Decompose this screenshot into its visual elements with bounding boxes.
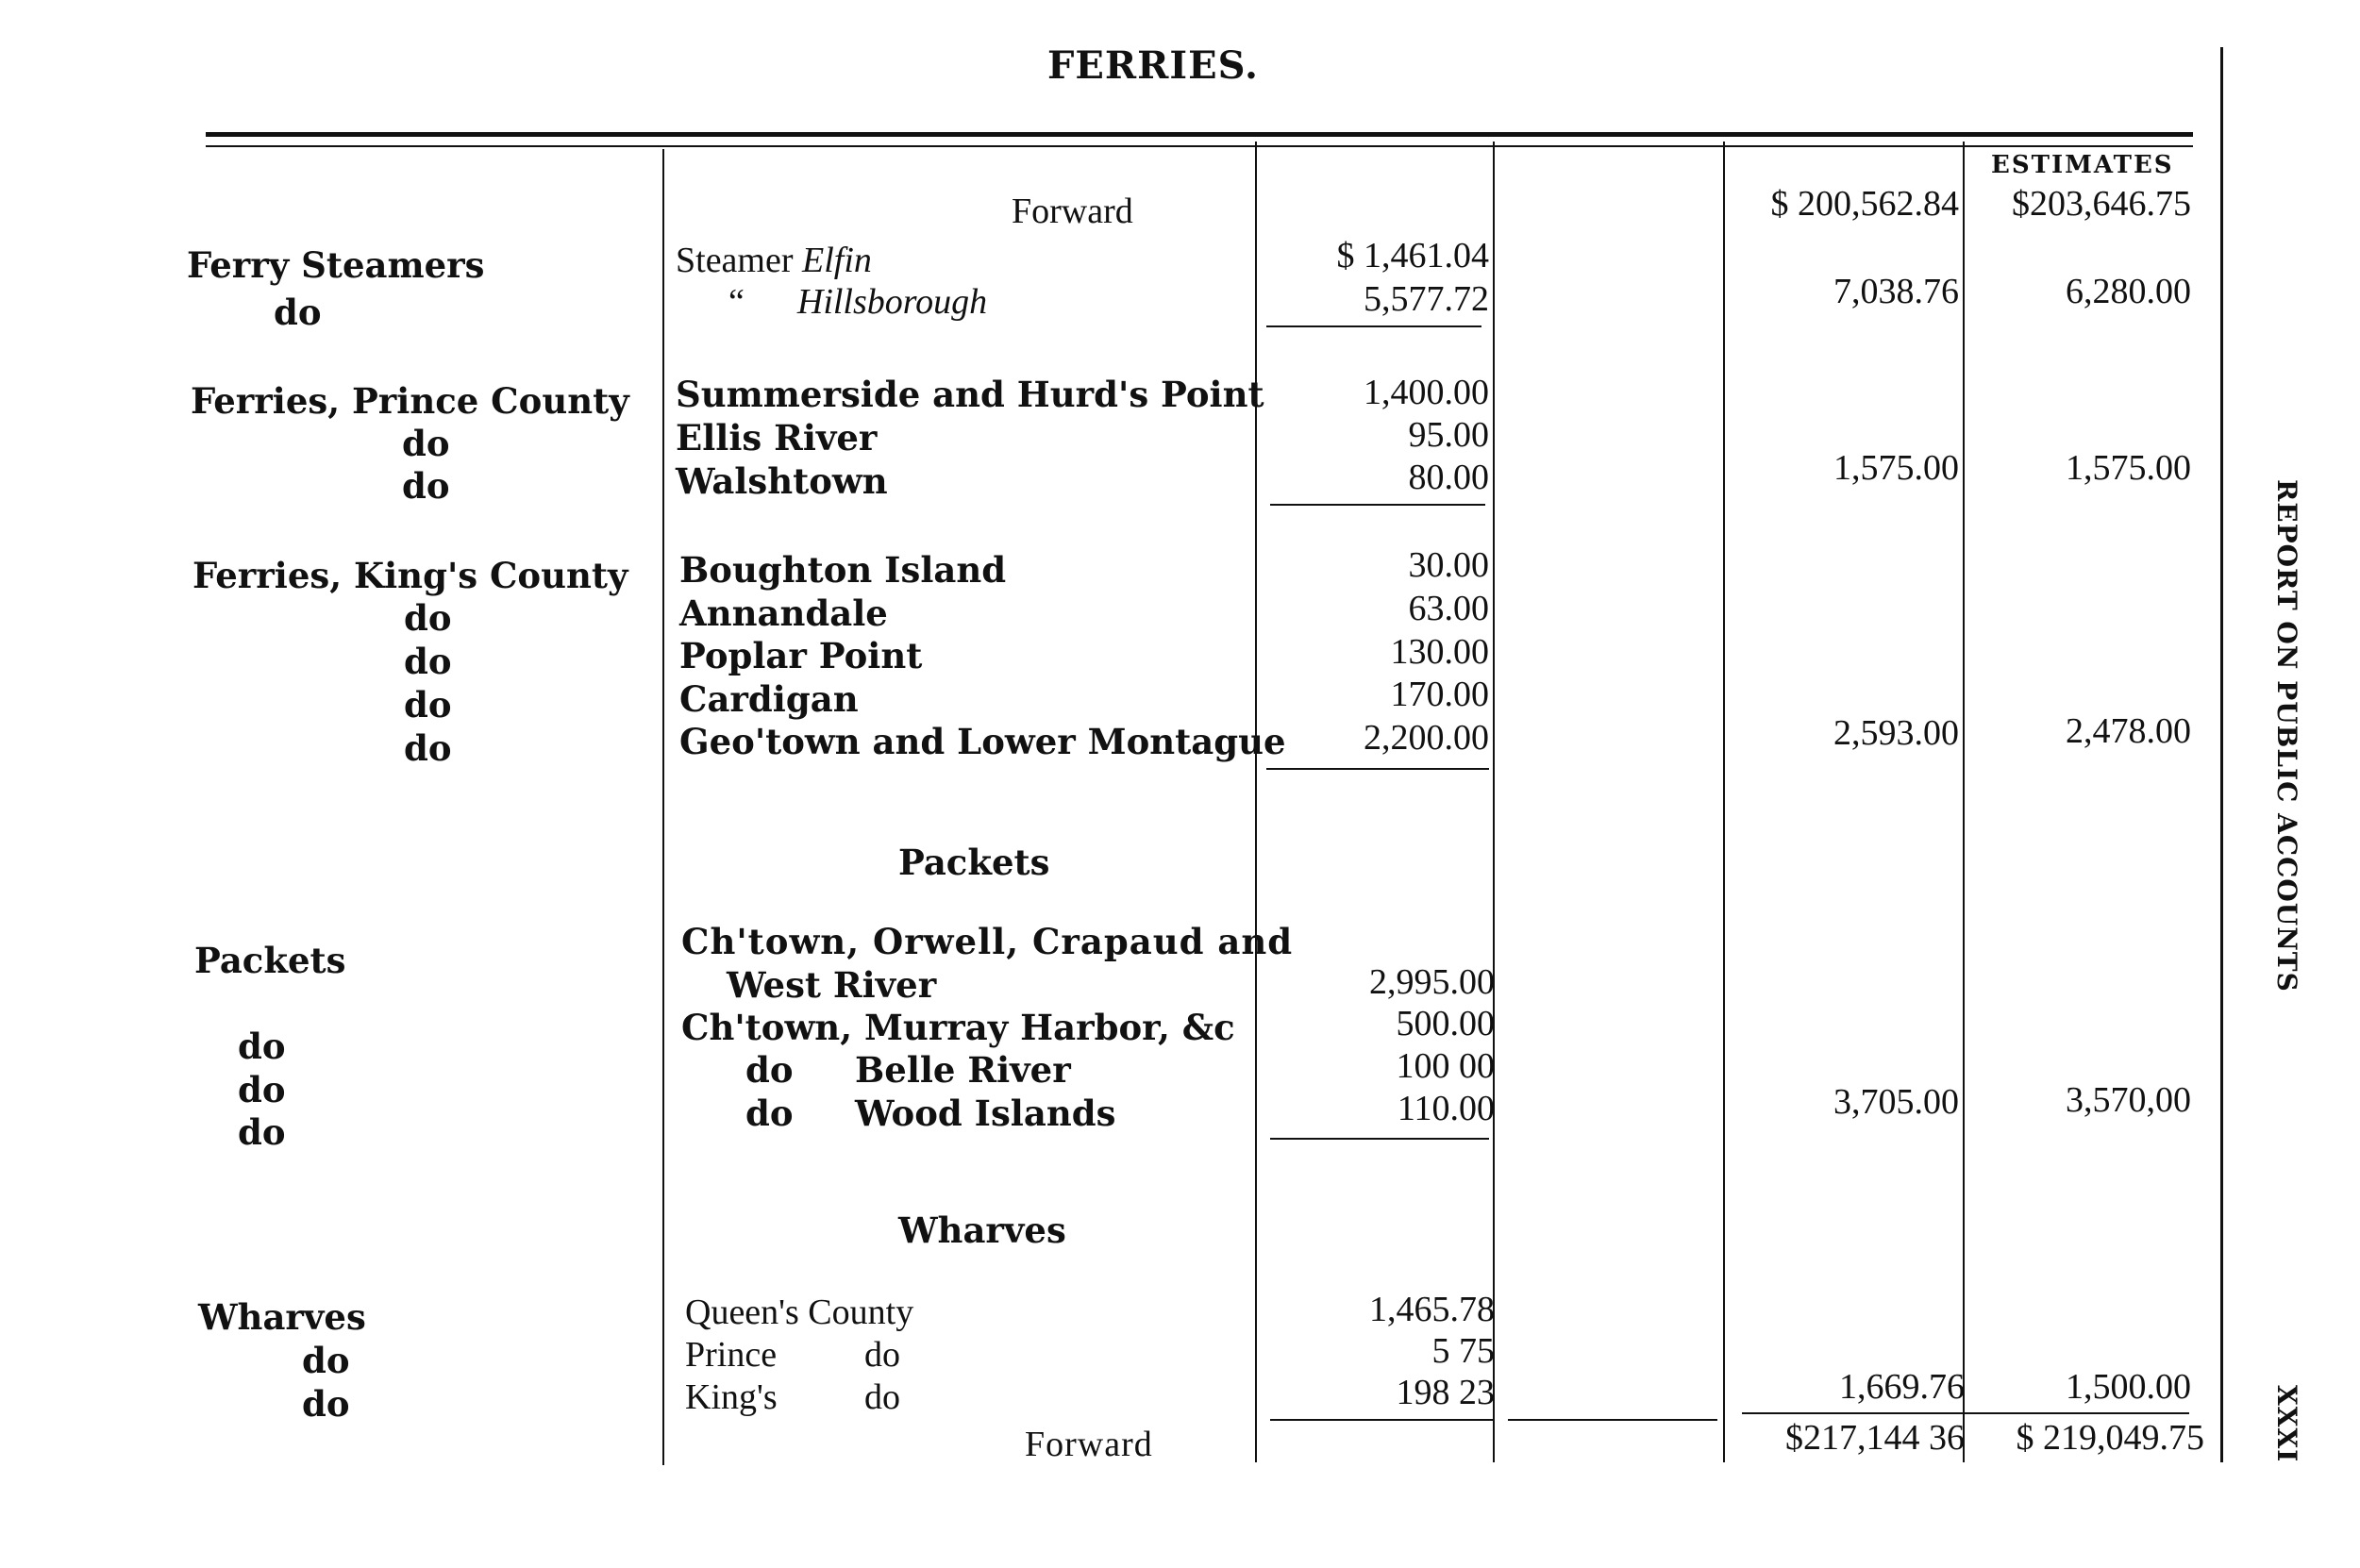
category-ferries-prince: Ferries, Prince County bbox=[191, 380, 629, 422]
amount: 30.00 bbox=[1408, 545, 1489, 585]
amount: 170.00 bbox=[1390, 675, 1489, 714]
item-do: do bbox=[745, 1093, 794, 1134]
item-annandale: Annandale bbox=[679, 592, 888, 634]
forward-estimate-bottom: $ 219,049.75 bbox=[2016, 1418, 2204, 1458]
amount: 2,200.00 bbox=[1364, 718, 1489, 758]
page-number: XXXI bbox=[2271, 1385, 2302, 1463]
amount: 198 23 bbox=[1396, 1373, 1495, 1412]
page-title: FERRIES. bbox=[1047, 43, 1259, 88]
item-prefix: Steamer bbox=[676, 241, 803, 280]
item-wood-islands: Wood Islands bbox=[855, 1093, 1116, 1134]
item-boughton-island: Boughton Island bbox=[679, 549, 1007, 591]
section-total: 2,593.00 bbox=[1833, 713, 1959, 753]
amount: $ 1,461.04 bbox=[1336, 236, 1489, 275]
item-name: Hillsborough bbox=[796, 282, 988, 322]
item-ellis-river: Ellis River bbox=[676, 417, 878, 459]
category-do: do bbox=[404, 684, 452, 726]
item-do: do bbox=[745, 1049, 794, 1091]
section-estimate: 6,280.00 bbox=[2066, 272, 2191, 311]
amount: 130.00 bbox=[1390, 632, 1489, 672]
forward-label-bottom: Forward bbox=[1025, 1425, 1153, 1464]
item-do: do bbox=[864, 1335, 900, 1375]
amount: 5 75 bbox=[1431, 1331, 1495, 1371]
column-rule-description bbox=[662, 149, 664, 1465]
amount: 63.00 bbox=[1408, 589, 1489, 628]
item-kings: King's bbox=[685, 1377, 778, 1417]
amount: 110.00 bbox=[1397, 1089, 1495, 1128]
ditto-mark: “ bbox=[728, 282, 745, 322]
category-do: do bbox=[302, 1340, 350, 1381]
category-packets: Packets bbox=[194, 940, 346, 981]
estimates-header: ESTIMATES bbox=[1991, 151, 2174, 179]
forward-total-bottom: $217,144 36 bbox=[1785, 1418, 1965, 1458]
item-queens-county: Queen's County bbox=[685, 1293, 914, 1332]
item-walshtown: Walshtown bbox=[676, 460, 888, 502]
item-belle-river: Belle River bbox=[855, 1049, 1071, 1091]
category-ferry-steamers: Ferry Steamers bbox=[187, 244, 485, 286]
item-geotown: Geo'town and Lower Montague bbox=[679, 721, 1286, 762]
category-wharves: Wharves bbox=[198, 1296, 366, 1338]
subtotal-rule bbox=[1508, 1419, 1717, 1421]
category-do: do bbox=[404, 727, 452, 769]
category-ferries-kings: Ferries, King's County bbox=[192, 555, 628, 596]
subtotal-rule bbox=[1270, 504, 1485, 506]
subtotal-rule bbox=[1270, 1419, 1493, 1421]
section-estimate: 2,478.00 bbox=[2066, 711, 2191, 751]
top-rule-thin bbox=[206, 145, 2193, 147]
category-do: do bbox=[238, 1069, 286, 1110]
forward-label-top: Forward bbox=[1012, 192, 1133, 231]
category-do: do bbox=[404, 597, 452, 639]
item-do: do bbox=[864, 1377, 900, 1417]
item-murray-harbor: Ch'town, Murray Harbor, &c bbox=[681, 1007, 1235, 1048]
page-right-rule bbox=[2220, 47, 2223, 1462]
category-do: do bbox=[402, 465, 450, 507]
amount: 2,995.00 bbox=[1369, 962, 1495, 1002]
section-total: 7,038.76 bbox=[1833, 272, 1959, 311]
item-west-river: West River bbox=[727, 964, 937, 1006]
item-steamer-elfin bbox=[676, 242, 872, 278]
item-summerside: Summerside and Hurd's Point bbox=[676, 374, 1264, 415]
section-total: 1,575.00 bbox=[1833, 448, 1959, 488]
section-heading-wharves: Wharves bbox=[898, 1209, 1066, 1251]
amount: 95.00 bbox=[1408, 415, 1489, 455]
section-total: 3,705.00 bbox=[1833, 1082, 1959, 1122]
column-rule-total-left bbox=[1723, 142, 1725, 1462]
subtotal-rule bbox=[1266, 768, 1489, 770]
amount: 80.00 bbox=[1408, 458, 1489, 497]
forward-total-top: $ 200,562.84 bbox=[1770, 184, 1959, 224]
subtotal-rule bbox=[1266, 325, 1481, 327]
section-total: 1,669.76 bbox=[1839, 1367, 1965, 1407]
amount: 1,400.00 bbox=[1364, 373, 1489, 412]
forward-estimate-top: $203,646.75 bbox=[2012, 184, 2191, 224]
item-orwell-crapaud: Ch'town, Orwell, Crapaud and bbox=[681, 921, 1294, 962]
item-hillsborough bbox=[728, 284, 987, 320]
subtotal-rule bbox=[1270, 1138, 1489, 1140]
item-poplar-point: Poplar Point bbox=[679, 635, 923, 676]
item-cardigan: Cardigan bbox=[679, 678, 859, 720]
amount: 500.00 bbox=[1396, 1004, 1495, 1043]
section-estimate: 3,570,00 bbox=[2066, 1080, 2191, 1120]
category-do: do bbox=[238, 1111, 286, 1153]
category-do: do bbox=[238, 1026, 286, 1067]
column-rule-amount-right bbox=[1493, 142, 1495, 1462]
item-name: Elfin bbox=[802, 241, 872, 280]
category-do: do bbox=[402, 423, 450, 464]
category-do: do bbox=[302, 1383, 350, 1425]
amount: 100 00 bbox=[1396, 1046, 1495, 1086]
section-estimate: 1,575.00 bbox=[2066, 448, 2191, 488]
category-do: do bbox=[274, 292, 322, 333]
total-rule bbox=[1742, 1412, 2189, 1414]
section-estimate: 1,500.00 bbox=[2066, 1367, 2191, 1407]
section-heading-packets: Packets bbox=[898, 842, 1050, 883]
column-rule-amount-left bbox=[1255, 142, 1257, 1462]
amount: 1,465.78 bbox=[1369, 1290, 1495, 1329]
column-rule-total-right bbox=[1963, 142, 1965, 1462]
side-title: REPORT ON PUBLIC ACCOUNTS bbox=[2271, 479, 2302, 993]
category-do: do bbox=[404, 641, 452, 682]
top-rule-thick bbox=[206, 132, 2193, 137]
amount: 5,577.72 bbox=[1364, 279, 1489, 319]
item-prince: Prince bbox=[685, 1335, 778, 1375]
